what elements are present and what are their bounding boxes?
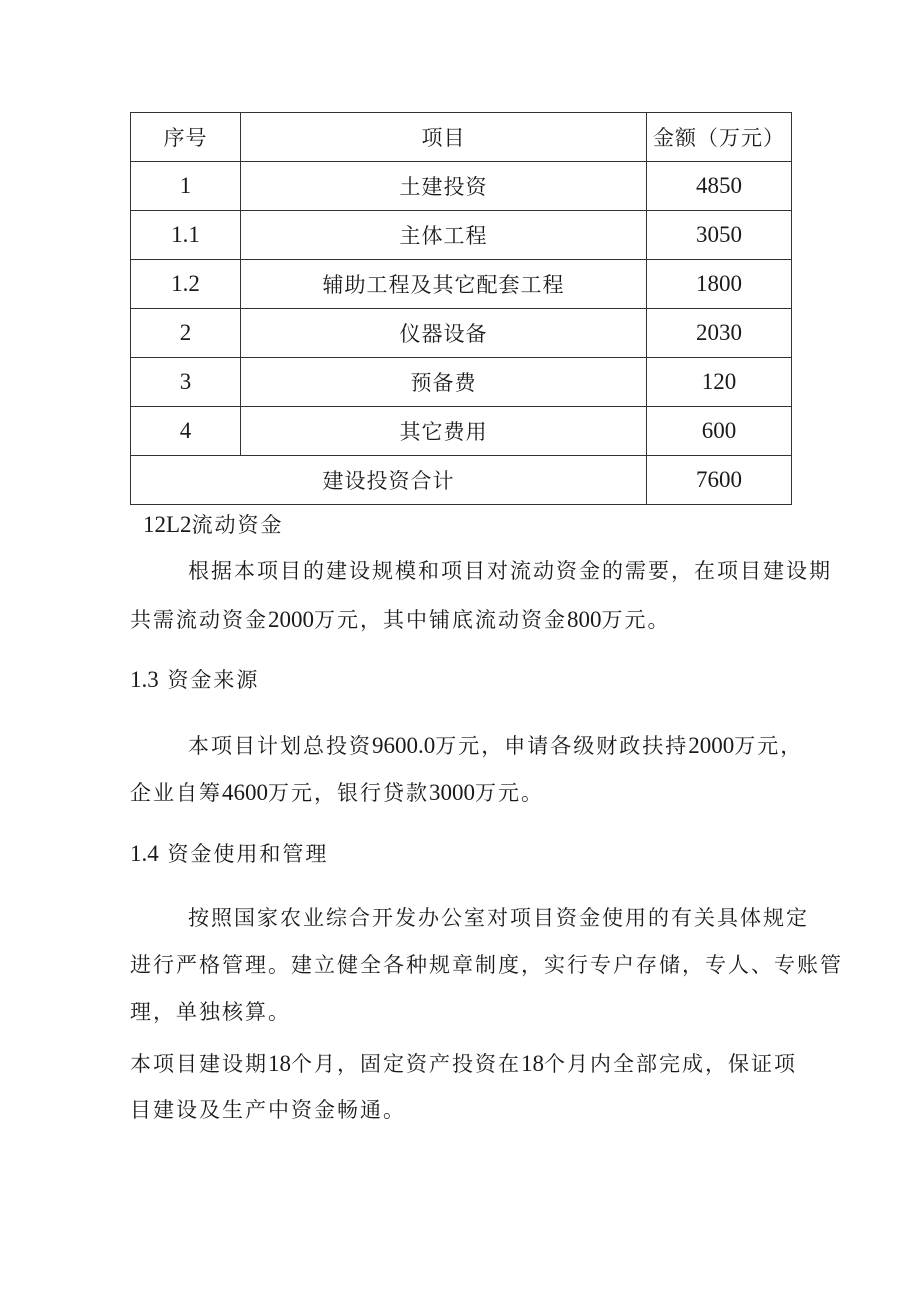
heading-text: 流动资金 — [191, 513, 284, 537]
table-row — [131, 162, 792, 211]
heading-number: 1.3 — [130, 667, 159, 692]
row-amount: 2030 — [647, 309, 792, 358]
header-no: 序号 — [131, 113, 241, 162]
row-no: 2 — [131, 309, 241, 358]
table-header-row — [131, 113, 792, 162]
row-amount: 600 — [647, 407, 792, 456]
row-item: 主体工程 — [241, 211, 647, 260]
row-item: 辅助工程及其它配套工程 — [241, 260, 647, 309]
row-item: 预备费 — [241, 358, 647, 407]
paragraph-line: 本项目建设期18个月，固定资产投资在18个月内全部完成，保证项 — [130, 1051, 797, 1076]
table-row — [131, 211, 792, 260]
header-item: 项目 — [241, 113, 647, 162]
paragraph-line: 理，单独核算。 — [130, 1000, 291, 1024]
table-row — [131, 407, 792, 456]
heading-number: 12L2 — [143, 512, 192, 537]
paragraph-line: 按照国家农业综合开发办公室对项目资金使用的有关具体规定 — [188, 906, 809, 930]
heading-text: 资金来源 — [167, 668, 260, 692]
paragraph-line: 进行严格管理。建立健全各种规章制度，实行专户存储，专人、专账管 — [130, 953, 843, 977]
heading-number: 1.4 — [130, 841, 159, 866]
row-item: 其它费用 — [241, 407, 647, 456]
total-label: 建设投资合计 — [131, 456, 647, 505]
row-no: 1.1 — [131, 211, 241, 260]
section-heading-fund-usage — [130, 842, 328, 865]
row-amount: 1800 — [647, 260, 792, 309]
table-total-row — [131, 456, 792, 505]
paragraph-line: 目建设及生产中资金畅通。 — [130, 1098, 406, 1122]
row-no: 1.2 — [131, 260, 241, 309]
total-amount: 7600 — [647, 456, 792, 505]
paragraph-line: 企业自筹4600万元，银行贷款3000万元。 — [130, 780, 544, 805]
paragraph-line: 共需流动资金2000万元，其中铺底流动资金800万元。 — [130, 607, 671, 632]
paragraph-line: 本项目计划总投资9600.0万元，申请各级财政扶持2000万元， — [188, 733, 804, 758]
row-item: 土建投资 — [241, 162, 647, 211]
table-row — [131, 260, 792, 309]
heading-text: 资金使用和管理 — [167, 842, 329, 866]
row-item: 仪器设备 — [241, 309, 647, 358]
row-amount: 4850 — [647, 162, 792, 211]
row-no: 1 — [131, 162, 241, 211]
row-no: 4 — [131, 407, 241, 456]
section-heading-working-capital — [143, 513, 284, 536]
investment-table — [130, 112, 792, 505]
table-row — [131, 358, 792, 407]
row-amount: 3050 — [647, 211, 792, 260]
header-amount: 金额（万元） — [647, 113, 792, 162]
table-row — [131, 309, 792, 358]
row-no: 3 — [131, 358, 241, 407]
paragraph-line: 根据本项目的建设规模和项目对流动资金的需要，在项目建设期 — [188, 559, 832, 583]
section-heading-funding-source — [130, 668, 259, 691]
row-amount: 120 — [647, 358, 792, 407]
